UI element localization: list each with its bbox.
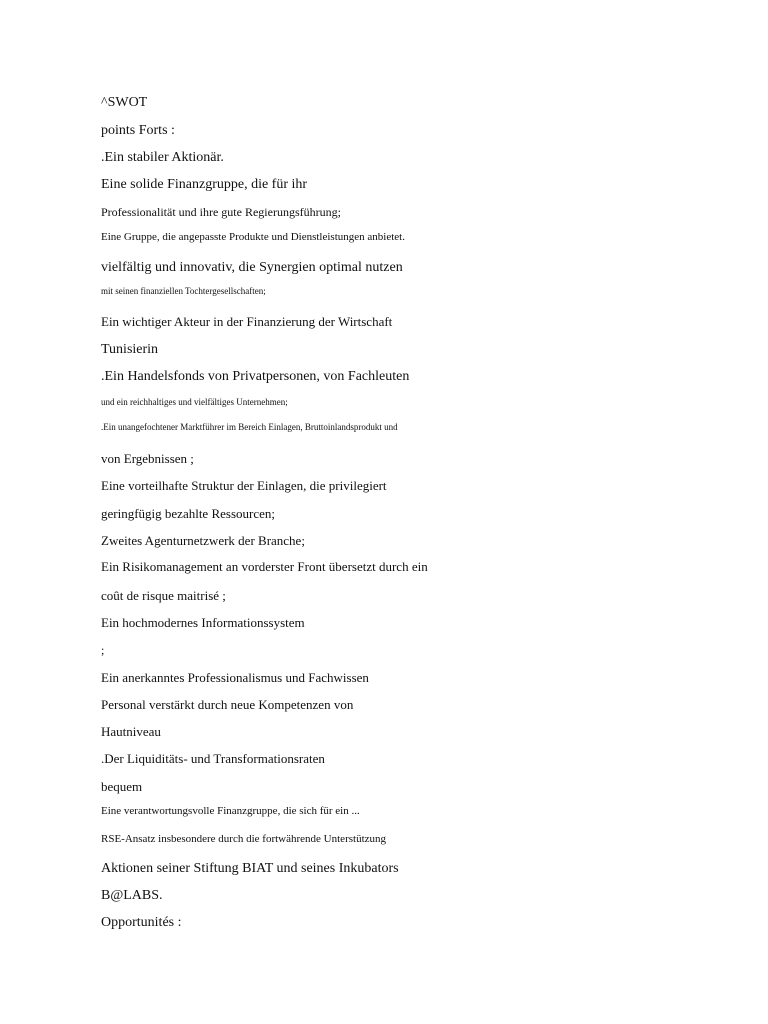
text-line: Opportunités : <box>101 915 182 930</box>
text-line: Professionalität und ihre gute Regierungsführung; <box>101 205 341 219</box>
text-line: bequem <box>101 779 143 794</box>
text-line: mit seinen finanziellen Tochtergesellschaften; <box>101 286 266 296</box>
text-line: Aktionen seiner Stiftung BIAT und seines Inkubators <box>101 861 399 876</box>
text-line: RSE-Ansatz insbesondere durch die fortwährende Unterstützung <box>101 833 387 845</box>
text-line: Zweites Agenturnetzwerk der Branche; <box>101 533 305 548</box>
text-line: .Der Liquiditäts- und Transformationsraten <box>101 751 325 766</box>
text-line: Eine verantwortungsvolle Finanzgruppe, die sich für ein ... <box>101 805 360 817</box>
text-line: Ein Risikomanagement an vorderster Front übersetzt durch ein <box>101 559 428 574</box>
text-line: Hautniveau <box>101 724 161 739</box>
text-line: von Ergebnissen ; <box>101 451 194 466</box>
text-line: Tunisierin <box>101 342 159 357</box>
text-line: Ein wichtiger Akteur in der Finanzierung der Wirtschaft <box>101 314 393 329</box>
text-line: geringfügig bezahlte Ressourcen; <box>101 506 275 521</box>
text-line: Ein anerkanntes Professionalismus und Fachwissen <box>101 670 369 685</box>
text-line: Personal verstärkt durch neue Kompetenzen von <box>101 697 354 712</box>
text-line: B@LABS. <box>101 888 163 903</box>
text-line: coût de risque maitrisé ; <box>101 588 226 603</box>
text-line: .Ein stabiler Aktionär. <box>101 150 224 165</box>
text-line: vielfältig und innovativ, die Synergien optimal nutzen <box>101 260 403 275</box>
text-line: .Ein Handelsfonds von Privatpersonen, von Fachleuten <box>101 369 410 384</box>
text-line: ^SWOT <box>101 95 148 110</box>
text-line: und ein reichhaltiges und vielfältiges Unternehmen; <box>101 397 288 407</box>
text-line: Eine solide Finanzgruppe, die für ihr <box>101 177 308 192</box>
text-line: Eine vorteilhafte Struktur der Einlagen, die privilegiert <box>101 478 387 493</box>
text-line: .Ein unangefochtener Marktführer im Bereich Einlagen, Bruttoinlandsprodukt und <box>101 422 398 432</box>
text-line: ; <box>101 643 105 657</box>
text-line: Eine Gruppe, die angepasste Produkte und Dienstleistungen anbietet. <box>101 231 405 243</box>
text-line: points Forts : <box>101 123 175 138</box>
text-line: Ein hochmodernes Informationssystem <box>101 615 305 630</box>
